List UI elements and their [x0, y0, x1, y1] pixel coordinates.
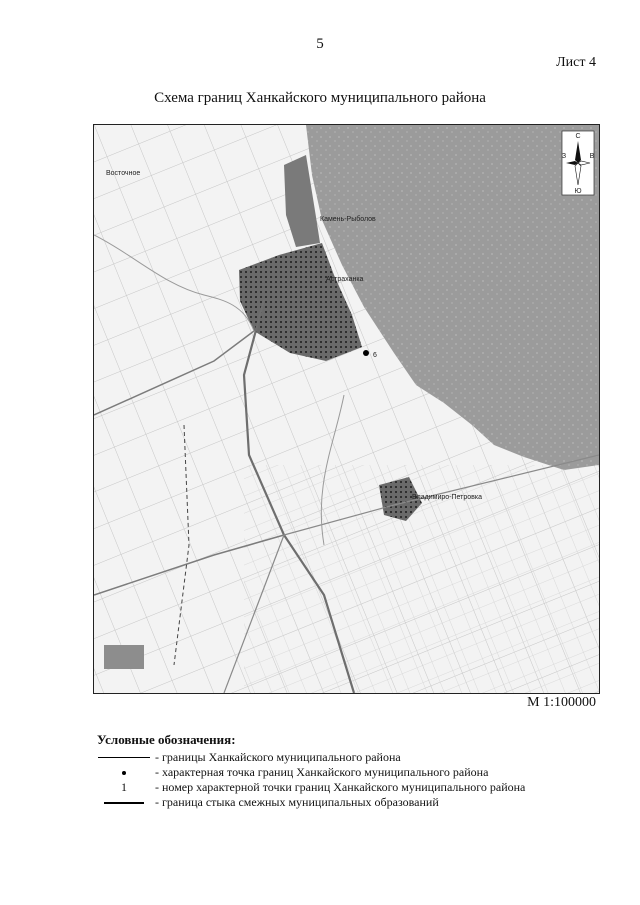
- svg-text:С: С: [575, 133, 581, 140]
- point-dot-icon: [97, 771, 151, 775]
- legend-heading: Условные обозначения:: [97, 732, 236, 747]
- map-frame[interactable]: [93, 124, 600, 694]
- topographic-map: [94, 125, 599, 693]
- junction-line-icon: [97, 802, 151, 804]
- page-number: 5: [316, 36, 324, 52]
- legend-item-point: [97, 765, 617, 780]
- map-title: Схема границ Ханкайского муниципального района: [154, 90, 486, 106]
- legend-item-junction: [97, 795, 617, 810]
- label-vladimiro-petrovka: Владимиро-Петровка: [412, 494, 482, 501]
- svg-text:В: В: [589, 153, 595, 160]
- legend-item-number: [97, 780, 617, 795]
- map-scale: М 1:100000: [527, 695, 596, 710]
- legend-item-label: - граница стыка смежных муниципальных образований: [155, 795, 439, 809]
- legend: [97, 732, 617, 810]
- legend-item-label: - границы Ханкайского муниципального района: [155, 750, 401, 764]
- label-astrakhanka: Астраханка: [326, 276, 364, 283]
- svg-text:З: З: [561, 153, 567, 160]
- settlement-southwest: [104, 645, 144, 669]
- boundary-line-icon: [97, 757, 151, 758]
- legend-item-label: - характерная точка границ Ханкайского муниципального района: [155, 765, 489, 779]
- compass-rose-icon: [562, 131, 595, 195]
- label-vostochnoe: Восточное: [106, 170, 141, 177]
- svg-text:Ю: Ю: [574, 188, 582, 195]
- sheet-label: Лист 4: [556, 55, 596, 70]
- point-number-symbol: 1: [121, 780, 127, 794]
- boundary-point-6: [363, 350, 369, 356]
- boundary-point-label: 6: [373, 352, 377, 359]
- legend-item-label: - номер характерной точки границ Ханкайского муниципального района: [155, 780, 526, 794]
- label-kamen-rybolov: Камень-Рыболов: [320, 216, 376, 223]
- legend-item-boundary: [97, 750, 617, 765]
